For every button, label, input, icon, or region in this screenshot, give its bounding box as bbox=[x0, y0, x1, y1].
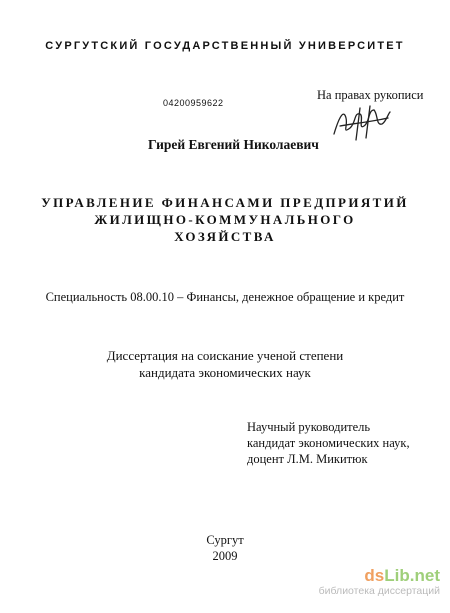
city: Сургут bbox=[206, 533, 244, 547]
dissertation-title bbox=[0, 194, 450, 245]
title-line: ЖИЛИЩНО-КОММУНАЛЬНОГО bbox=[94, 212, 356, 227]
logo-part-ds: ds bbox=[364, 566, 385, 585]
city-year-block bbox=[0, 532, 450, 564]
signature-icon bbox=[330, 104, 394, 144]
document-code: 04200959622 bbox=[163, 98, 224, 108]
year: 2009 bbox=[212, 549, 238, 563]
supervisor-line: доцент Л.М. Микитюк bbox=[247, 452, 368, 466]
watermark[interactable] bbox=[319, 567, 440, 598]
logo-part-net: .net bbox=[409, 566, 440, 585]
supervisor-line: Научный руководитель bbox=[247, 420, 371, 434]
watermark-tagline: библиотека диссертаций bbox=[318, 585, 440, 597]
manuscript-note: На правах рукописи bbox=[317, 88, 424, 102]
supervisor-block bbox=[247, 419, 410, 467]
degree-line: кандидата экономических наук bbox=[139, 365, 311, 380]
title-line: ХОЗЯЙСТВА bbox=[174, 229, 276, 244]
logo-part-lib: Lib bbox=[384, 566, 410, 585]
specialty: Специальность 08.00.10 – Финансы, денежное обращение и кредит bbox=[45, 290, 405, 304]
author-name: Гирей Евгений Николаевич bbox=[148, 137, 319, 152]
university-name: СУРГУТСКИЙ ГОСУДАРСТВЕННЫЙ УНИВЕРСИТЕТ bbox=[45, 40, 405, 52]
degree-line: Диссертация на соискание ученой степени bbox=[106, 348, 344, 363]
title-line: УПРАВЛЕНИЕ ФИНАНСАМИ ПРЕДПРИЯТИЙ bbox=[41, 195, 409, 210]
watermark-logo[interactable] bbox=[319, 567, 440, 585]
degree-statement bbox=[0, 347, 450, 381]
supervisor-line: кандидат экономических наук, bbox=[247, 436, 410, 450]
